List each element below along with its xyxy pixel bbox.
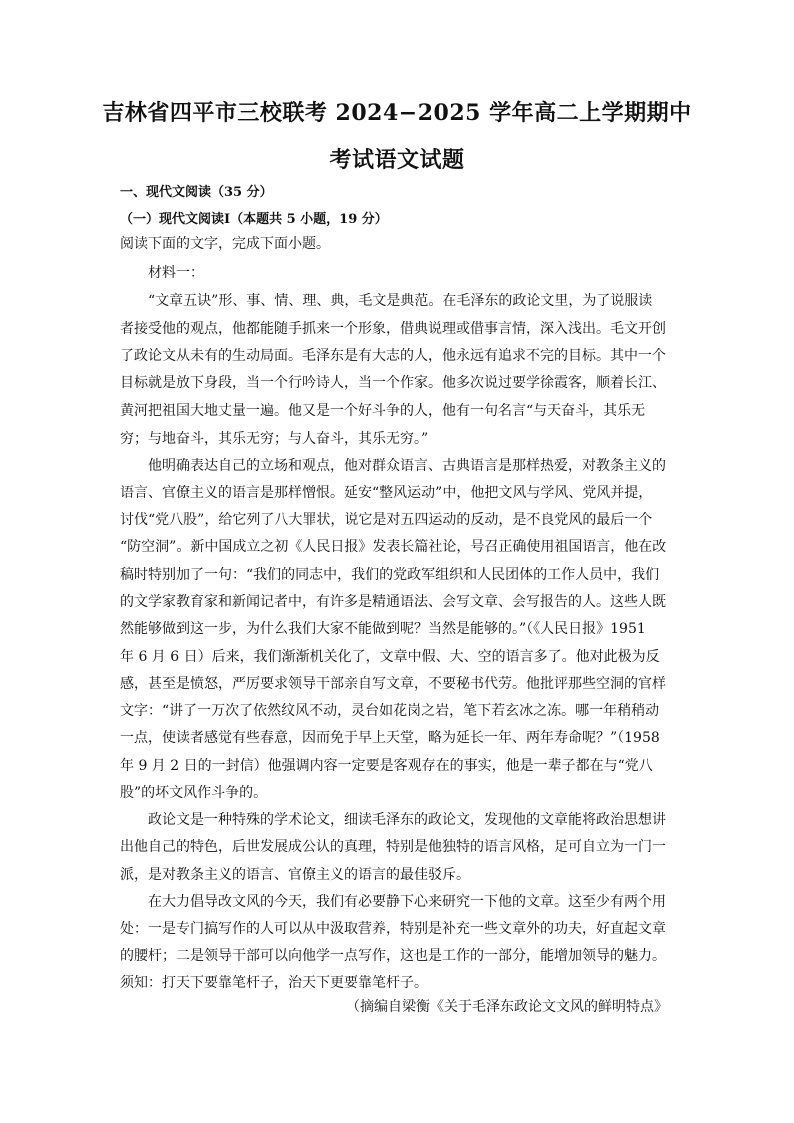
instruction-text: 阅读下面的文字，完成下面小题。 xyxy=(120,236,330,252)
paragraph-line: 目标就是放下身段，当一个行吟诗人，当一个作家。他多次说过要学徐霞客，顺着长江、 xyxy=(120,375,666,391)
paragraph-line: “防空洞”。新中国成立之初《人民日报》发表长篇社论，号召正确使用祖国语言，他在改 xyxy=(120,539,667,555)
paragraph-line: 的文学家教育家和新闻记者中，有许多是精通语法、会写文章、会写报告的人。这些人既 xyxy=(120,594,666,610)
paragraph-line: 的腰杆；二是领导干部可以向他学一点写作，这也是工作的一部分，能增加领导的魅力。 xyxy=(120,948,666,964)
paragraph-line: 年 6 月 6 日）后来，我们渐渐机关化了，文章中假、大、空的语言多了。他对此极为反 xyxy=(120,649,660,665)
page-title-line-2: 考试语文试题 xyxy=(329,147,465,173)
paragraph-line: 须知：打天下要靠笔杆子，治天下更要靠笔杆子。 xyxy=(120,975,428,991)
paragraph-line: 了政论文从未有的生动局面。毛泽东是有大志的人，他永远有追求不完的目标。其中一个 xyxy=(120,348,666,364)
paragraph-line: 他明确表达自己的立场和观点，他对群众语言、古典语言是那样热爱，对教条主义的 xyxy=(148,458,666,474)
paragraph-line: 黄河把祖国大地丈量一遍。他又是一个好斗争的人，他有一句名言“与天奋斗，其乐无 xyxy=(120,403,646,419)
paragraph-line: 文字：“讲了一万次了依然纹风不动，灵台如花岗之岩，笔下若玄冰之冻。哪一年稍稍动 xyxy=(120,703,660,719)
source-citation: （摘编自梁衡《关于毛泽东政论文文风的鲜明特点》 xyxy=(346,999,668,1015)
paragraph-line: 政论文是一种特殊的学术论文，细读毛泽东的政论文，发现他的文章能将政治思想讲 xyxy=(148,812,666,828)
paragraph-line: 者接受他的观点，他都能随手抓来一个形象，借典说理或借事言情，深入浅出。毛文开创 xyxy=(120,321,666,337)
paragraph-line: 年 9 月 2 日的一封信）他强调内容一定要是客观存在的事实，他是一辈子都在与“党八 xyxy=(120,758,653,774)
paragraph-line: 股”的坏文风作斗争的。 xyxy=(120,785,268,801)
paragraph-line: 出他自己的特色，后世发展成公认的真理，特别是他独特的语言风格，足可自立为一门一 xyxy=(120,839,666,855)
paragraph-line: “文章五诀”形、事、情、理、典，毛文是典范。在毛泽东的政论文里，为了说服读 xyxy=(148,293,653,309)
paragraph-line: 一点，使读者感觉有些春意，因而免于早上天堂，略为延长一年、两年寿命呢？”（1958 xyxy=(120,730,660,746)
paragraph-line: 然能够做到这一步，为什么我们大家不能做到呢？当然是能够的。”（《人民日报》1951 xyxy=(120,621,646,637)
paragraph-line: 语言、官僚主义的语言是那样憎恨。延安“整风运动”中，他把文风与学风、党风并提， xyxy=(120,485,653,501)
section-heading: 一、现代文阅读（35 分） xyxy=(120,185,273,200)
paragraph-line: 处：一是专门搞写作的人可以从中汲取营养，特别是补充一些文章外的功夫，好直起文章 xyxy=(120,921,666,937)
paragraph-line: 在大力倡导改文风的今天，我们有必要静下心来研究一下他的文章。这至少有两个用 xyxy=(148,894,666,910)
paragraph-line: 穷；与地奋斗，其乐无穷；与人奋斗，其乐无穷。” xyxy=(120,431,429,447)
paragraph-line: 派，是对教条主义的语言、官僚主义的语言的最佳驳斥。 xyxy=(120,867,470,883)
paragraph-line: 讨伐“党八股”，给它列了八大罪状，说它是对五四运动的反动，是不良党风的最后一个 xyxy=(120,512,653,528)
subsection-heading: （一）现代文阅读Ⅰ（本题共 5 小题，19 分） xyxy=(120,212,388,227)
paragraph-line: 感，甚至是愤怒，严厉要求领导干部亲自写文章，不要秘书代劳。他批评那些空洞的官样 xyxy=(120,676,666,692)
material-label: 材料一： xyxy=(148,265,204,281)
page-title-line-1: 吉林省四平市三校联考 2024−2025 学年高二上学期期中 xyxy=(102,100,692,126)
paragraph-line: 稿时特别加了一句：“我们的同志中，我们的党政军组织和人民团体的工作人员中，我们 xyxy=(120,567,660,583)
